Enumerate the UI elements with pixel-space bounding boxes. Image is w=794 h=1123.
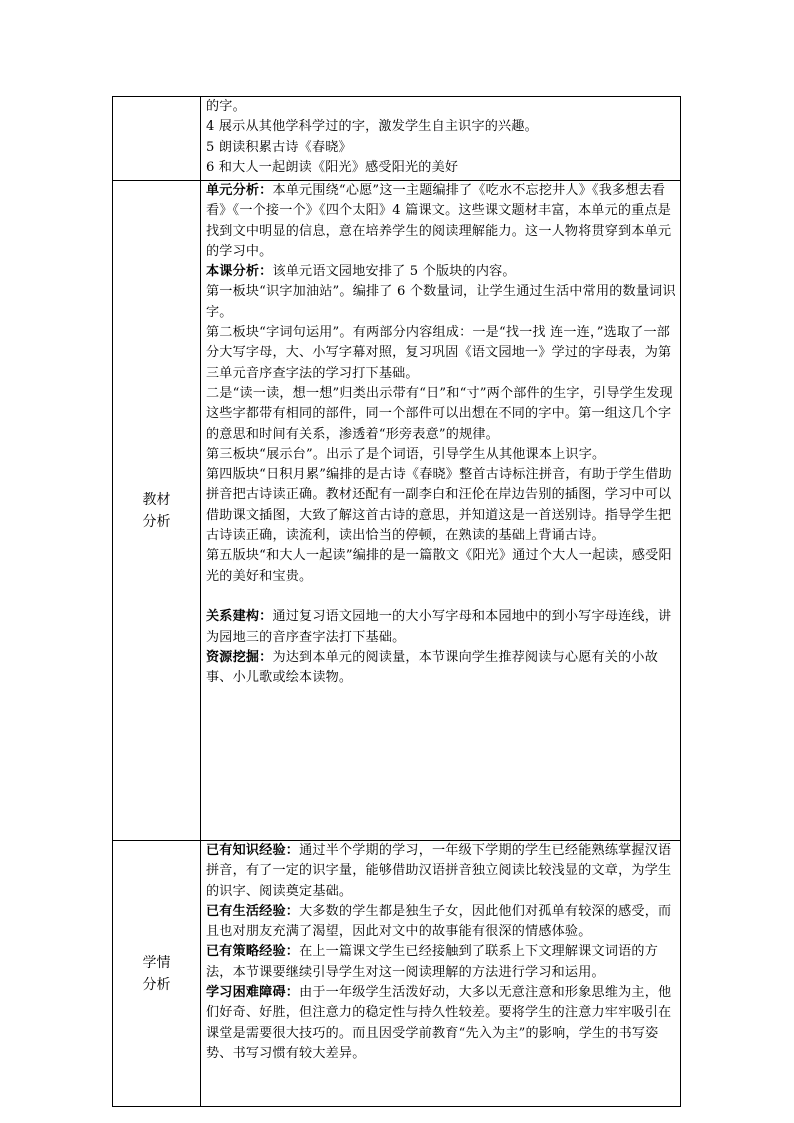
resource-heading: 资源挖掘： bbox=[206, 649, 273, 665]
relation-heading: 关系建构： bbox=[206, 609, 273, 625]
difficulty-paragraph: 学习困难障碍：由于一年级学生活泼好动，大多以无意注意和形象思维为主，他们好奇、好胜，但注意力的稳定性与持久性较差。要将学生的注意力牢牢吸引在课堂是需要很大技巧的。而且因受学前教育“先入为主”的影响，学生的书写姿势、书写习惯有较大差异。 bbox=[206, 985, 672, 1061]
knowledge-heading: 已有知识经验： bbox=[206, 843, 300, 858]
blank-line bbox=[206, 587, 678, 607]
learner-analysis-content bbox=[201, 841, 681, 1107]
lesson-analysis-paragraph: 本课分析：该单元语文园地安排了 5 个版块的内容。 bbox=[206, 264, 516, 280]
row-textbook-analysis bbox=[113, 181, 681, 841]
block1-paragraph: 第一板块“识字加油站”。编排了 6 个数量词，让学生通过生活中常用的数量词识字。 bbox=[206, 284, 676, 320]
knowledge-paragraph: 已有知识经验：通过半个学期的学习，一年级下学期的学生已经能熟练掌握汉语拼音，有了一定的识字量，能够借助汉语拼音独立阅读比较浅显的文章，为学生的识字、阅读奠定基础。 bbox=[206, 843, 672, 899]
objective-line: 6 和大人一起朗读《阳光》感受阳光的美好 bbox=[206, 159, 459, 175]
life-heading: 已有生活经验： bbox=[206, 903, 300, 919]
relation-paragraph: 关系建构：通过复习语文园地一的大小写字母和本园地中的到小写字母连线，讲为园地三的音序查字法打下基础。 bbox=[206, 609, 672, 645]
strategy-paragraph: 已有策略经验：在上一篇课文学生已经接触到了联系上下文理解课文词语的方法，本节课要继续引导学生对这一阅读理解的方法进行学习和运用。 bbox=[206, 944, 658, 980]
unit-analysis-heading: 单元分析： bbox=[206, 183, 273, 198]
textbook-analysis-label: 教材 分析 bbox=[113, 181, 201, 841]
objective-line: 5 朗读积累古诗《春晓》 bbox=[206, 139, 352, 155]
block3-paragraph: 第三板块“展示台”。出示了是个词语，引导学生从其他课本上识字。 bbox=[206, 446, 606, 462]
objective-line: 的字。 bbox=[206, 99, 246, 114]
row1-label-cell bbox=[113, 97, 201, 181]
strategy-heading: 已有策略经验： bbox=[206, 944, 300, 960]
lesson-analysis-heading: 本课分析： bbox=[206, 264, 273, 280]
lesson-plan-table bbox=[112, 96, 681, 1107]
textbook-analysis-content bbox=[201, 181, 681, 841]
life-paragraph: 已有生活经验：大多数的学生都是独生子女，因此他们对孤单有较深的感受，而且也对朋友充满了渴望，因此对文中的故事能有很深的情感体验。 bbox=[206, 903, 672, 940]
block2a-paragraph: 第二板块“字词句运用”。有两部分内容组成：一是“找一找 连一连，”选取了一部分大写字母，大、小写字幕对照，复习巩固《语文园地一》学过的字母表，为第三单元音序查字法的学习打下基础。 bbox=[206, 325, 672, 381]
resource-paragraph: 资源挖掘：为达到本单元的阅读量，本节课向学生推荐阅读与心愿有关的小故事、小儿歌或绘本读物。 bbox=[206, 649, 658, 686]
difficulty-heading: 学习困难障碍： bbox=[206, 985, 300, 1001]
block4-paragraph: 第四版块“日积月累”编排的是古诗《春晓》整首古诗标注拼音，有助于学生借助拼音把古诗读正确。教材还配有一副李白和汪伦在岸边告别的插图，学习中可以借助课文插图，大致了解这首古诗的意思，并知道这是一首送别诗。指导学生把古诗读正确，读流利，读出恰当的停顿，在熟读的基础上背诵古诗。 bbox=[206, 467, 672, 544]
row-objectives-continued bbox=[113, 97, 681, 181]
block5-paragraph: 第五版块“和大人一起读”编排的是一篇散文《阳光》通过个大人一起读，感受阳光的美好和宝贵。 bbox=[206, 548, 672, 584]
row-learner-analysis bbox=[113, 841, 681, 1107]
block2b-paragraph: 二是“读一读，想一想”归类出示带有“日”和“寸”两个部件的生字，引导学生发现这些字都带有相同的部件，同一个部件可以出想在不同的字中。第一组这几个字的意思和时间有关系，渗透着“形旁表意”的规律。 bbox=[206, 385, 673, 442]
unit-analysis-paragraph: 单元分析：本单元围绕“心愿”这一主题编排了《吃水不忘挖井人》《我多想去看看》《一个接一个》《四个太阳》4 篇课文。这些课文题材丰富，本单元的重点是找到文中明显的信息，意在培养学生的阅读理解能力。这一人物将贯穿到本单元的学习中。 bbox=[206, 183, 672, 259]
learner-analysis-label: 学情 分析 bbox=[113, 841, 201, 1107]
objective-line: 4 展示从其他学科学过的字，激发学生自主识字的兴趣。 bbox=[206, 119, 538, 135]
row1-content-cell bbox=[201, 97, 681, 181]
